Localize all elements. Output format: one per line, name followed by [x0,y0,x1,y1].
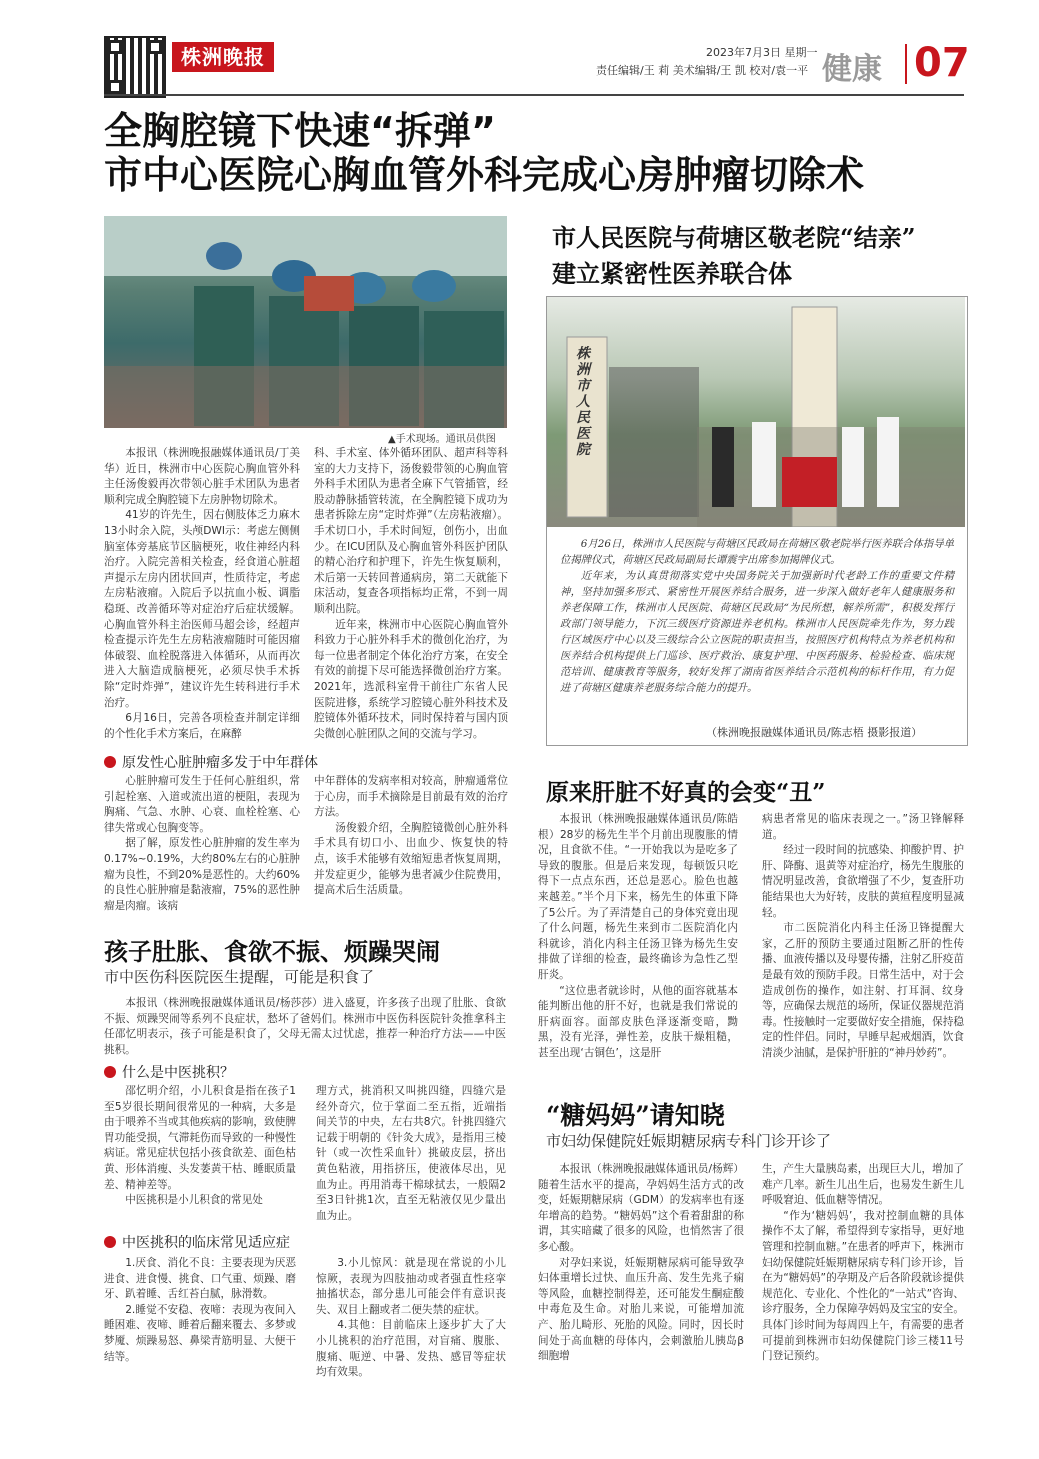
nursing-title-line1: 市人民医院与荷塘区敬老院“结亲” [552,223,916,252]
nursing-title-line2: 建立紧密性医养联合体 [552,259,792,288]
lead-paragraph: 据了解，原发性心脏肿瘤的发生率为0.17%~0.19%，大约80%左右的心脏肿瘤为良性，不到20%是恶性的。大约60%的良性心脏肿瘤是黏液瘤，75%的恶性肿瘤是肉瘤。该病 [104,837,300,912]
nursing-byline: （株洲晚报融媒体通讯员/陈志梧 摄影报道） [706,726,923,739]
lead-paragraph: 心脏肿瘤可发生于任何心脏组织，常引起栓塞、入道或流出道的梗阻，表现为胸痛、气急、水肿、心衰、血栓栓塞、心律失常或心包胸变等。 [104,775,300,834]
lead-sub-column-1 [104,774,300,914]
lead-sub-column-2 [314,774,508,899]
lead-paragraph: 6月16日，完善各项检查并制定详细的个性化手术方案后，在麻醉 [104,712,300,740]
liver-paragraph: 经过一段时间的抗感染、抑酸护胃、护肝、降酶、退黄等对症治疗，杨先生腹胀的情况明显改善，食欲增强了不少，复查肝功能结果也大为好转，皮肤的黄疸程度明显减轻。 [762,844,964,919]
lead-paragraph: 汤俊毅介绍，全胸腔镜微创心脏外科手术具有切口小、出血少、恢复快的特点，该手术能够有效缩短患者恢复周期，并发症更少，能够为患者减少住院费用，提高术后生活质量。 [314,821,508,897]
liver-paragraph: 病患者常见的临床表现之一。”汤卫锋解释道。 [762,813,964,841]
lead-paragraph: 科、手术室、体外循环团队、超声科等科室的大力支持下，汤俊毅带领的心胸血管外科手术团队为患者全麻下气管插管，经股动静脉插管转流，在全胸腔镜下成功为患者拆除左房“定时炸弹”（左房粘液瘤）。手术切口小，手术时间短，创伤小，出血少。在ICU团队及心胸血管外科医护团队的精心治疗和护理下，许先生恢复顺利，术后第一天转回普通病房，第二天就能下床活动，复查各项指标均正常，不到一周顺利出院。 [314,447,508,615]
sugar-subtitle: 市妇幼保健院妊娠期糖尿病专科门诊开诊了 [546,1132,832,1150]
child-paragraph: 1.厌食、消化不良：主要表现为厌恶进食、进食慢、挑食、口气重、烦躁、磨牙、趴着睡、舌红苔白腻，脉滑数。 [104,1257,296,1301]
child-subtitle: 市中医伤科医院医生提醒，可能是积食了 [104,968,375,986]
sugar-paragraph: “作为‘糖妈妈’，我对控制血糖的具体操作不太了解，希望得到专家指导，更好地管理和控制血糖。”在患者的呼声下，株洲市妇幼保健院妊娠期糖尿病专科门诊开诊，旨在为“糖妈妈”的孕期及产后各阶段就诊提供规范化、专业化、个性化的“一站式”咨询、诊疗服务，全力保障孕妈妈及宝宝的安全。具体门诊时间为每周四上午，有需要的患者可提前到株洲市妇幼保健院门诊三楼11号门登记预约。 [762,1209,964,1363]
lead-paragraph: 中年群体的发病率相对较高，肿瘤通常位于心房，而手术摘除是目前最有效的治疗方法。 [314,775,508,819]
sugar-column-1 [538,1162,744,1365]
child-paragraph: 中医挑积是小儿积食的常见处 [125,1194,263,1207]
lead-column-2 [314,446,508,742]
nursing-paragraph: 6月26日，株洲市人民医院与荷塘区民政局在荷塘区敬老院举行医养联合体指导单位揭牌仪式，荷塘区民政局副局长谭震宇出席参加揭牌仪式。 [560,538,954,566]
lead-paragraph: 近年来，株洲市中心医院心胸血管外科致力于心脏外科手术的微创化治疗，为每一位患者制定个体化治疗方案，在安全有效的前提下尽可能选择微创治疗方案。2021年，选派科室骨干前往广东省人民医院进修，系统学习腔镜心脏外科技术及腔镜体外循环技术，同时保持着与国内顶尖微创心脏团队之间的交流与学习。 [314,618,508,740]
header-divider [905,44,907,84]
sugar-title: “糖妈妈”请知晓 [546,1101,725,1130]
child-paragraph: 理方式，挑消积又叫挑四缝，四缝穴是经外奇穴，位于掌面二至五指，近端指间关节的中央，左右共8穴。针挑四缝穴记载于明朝的《针灸大成》，是指用三棱针（或一次性采血针）挑破皮层，挤出黄色粘液，用指挤压，使液体尽出，见血为止。再用消毒干棉球拭去，一般隔2至3日针挑1次，直至无粘液仅见少量出血为止。 [316,1085,506,1222]
newspaper-logo: 株洲晚报 [172,42,274,72]
liver-paragraph: “这位患者就诊时，从他的面容就基本能判断出他的肝不好，也就是我们常说的肝病面容。面部皮肤色泽逐渐变暗，黝黑，没有光泽，弹性差，皮肤干燥粗糙，甚至出现‘古铜色’，这是肝 [538,984,738,1059]
nursing-paragraph: 近年来，为认真贯彻落实党中央国务院关于加强新时代老龄工作的重要文件精神，坚持加强多形式、紧密性开展医养结合服务，进一步深入做好老年人健康服务和养老保障工作，株洲市人民医院、荷塘区民政局“为民所想，解养所需”，积极发挥行政部门领导能力，下沉三级医疗资源进养老机构。株洲市人民医院牵先作为，努力践行区域医疗中心以及三级综合公立医院的职责担当，按照医疗机构特点为养老机构和医养结合机构提供上门巡诊、医疗救治、康复护理、中医药服务、检验检查、临床规范培训、健康教育等服务，较好发挥了湖南省医养结合示范机构的标杆作用，有力促进了荷塘区健康养老服务综合能力的提升。 [560,570,954,694]
child-subheading-text: 什么是中医挑积？ [122,1065,234,1081]
sugar-paragraph: 对孕妇来说，妊娠期糖尿病可能导致孕妇体重增长过快、血压升高、发生先兆子痫等风险，血糖控制得差，还可能发生酮症酸中毒危及生命。对胎儿来说，可能增加流产、胎儿畸形、死胎的风险。同时，因长时间处于高血糖的母体内，会刺激胎儿胰岛β细胞增 [538,1256,744,1363]
child-sub1-column-2 [316,1084,506,1224]
child-subheading-text: 中医挑积的临床常见适应症 [122,1235,290,1251]
child-sub1-column-1 [104,1084,296,1209]
sugar-column-2 [762,1162,964,1365]
child-paragraph: 3.小儿惊风：就是现在常说的小儿惊厥，表现为四肢抽动或者强直性痉挛抽搐状态，部分患儿可能会伴有意识丧失、双目上翻或者二便失禁的症状。 [316,1257,506,1316]
bullet-dot-icon [104,1066,116,1078]
nursing-caption [560,536,954,696]
section-name: 健康 [822,52,882,87]
child-subheading-1 [104,1062,234,1082]
child-paragraph: 本报讯（株洲晚报融媒体通讯员/杨莎莎）进入盛夏，许多孩子出现了肚胀、食欲不振、烦躁哭闹等系列不良症状，愁坏了爸妈们。株洲市中医伤科医院针灸推拿科主任邵忆明表示，孩子可能是积食了，父母无需太过忧虑，推荐一种治疗方法——中医挑积。 [104,997,506,1056]
sugar-paragraph: 本报讯（株洲晚报融媒体通讯员/杨辉）随着生活水平的提高，孕妈妈生活方式的改变，妊娠期糖尿病（GDM）的发病率也有逐年增高的趋势。“糖妈妈”这个看着甜甜的称谓，其实暗藏了很多的风险，也悄然害了很多心酸。 [538,1163,744,1253]
editors-credit: 责任编辑/王 莉 美术编辑/王 凯 校对/袁一平 [596,64,809,77]
lead-subheading-text: 原发性心脏肿瘤多发于中年群体 [122,755,318,771]
liver-column-2 [762,812,964,1062]
bullet-dot-icon [104,1236,116,1248]
child-paragraph: 4.其他：目前临床上逐步扩大了大小儿挑积的治疗范围，对盲痛、腹胀、腹痛、呃逆、中暑、发热、感冒等症状均有效果。 [316,1319,506,1379]
child-title: 孩子肚胀、食欲不振、烦躁哭闹 [104,938,440,966]
plaque-ceremony-illustration [547,297,965,527]
surgery-photo-caption: ▲手术现场。通讯员供图 [388,434,496,445]
lead-paragraph: 本报讯（株洲晚报融媒体通讯员/丁美华）近日，株洲市中心医院心胸血管外科主任汤俊毅再次带领心脏手术团队为患者顺利完成全胸腔镜下左房肿物切除术。 [104,447,300,506]
lead-paragraph: 41岁的许先生，因右侧肢体乏力麻木13小时余入院，头颅DWI示：考虑左侧侧脑室体旁基底节区脑梗死，收住神经内科治疗。入院完善相关检查，经食道心脏超声提示左房内团状回声，性质待定，考虑左房粘液瘤。入院后予以抗血小板、调脂稳斑、改善循环等对症治疗后症状缓解。心胸血管外科主治医师马超会诊，经超声检查提示许先生左房粘液瘤随时可能因瘤体破裂、血栓脱落进入体循环，从而再次进入大脑造成脑梗死，必须尽快手术拆除“定时炸弹”，建议许先生转科进行手术治疗。 [104,509,300,709]
lead-title-line2: 市中心医院心胸血管外科完成心房肿瘤切除术 [104,153,865,197]
header-rule [104,94,964,96]
liver-title: 原来肝脏不好真的会变“丑” [546,779,826,806]
issue-date: 2023年7月3日 星期一 [706,46,818,59]
child-paragraph: 邵忆明介绍，小儿积食是指在孩子1至5岁很长期间很常见的一种病，大多是由于喂养不当或其他疾病的影响，致使脾胃功能受损，气滞耗伤而导致的一种慢性病证。常见症状包括小孩食欲差、面色枯黄、形体消瘦、头发萎黄干枯、睡眠质量差、精神差等。 [104,1085,296,1191]
liver-column-1 [538,812,738,1062]
child-sub2-column-1 [104,1256,296,1365]
child-sub2-column-2 [316,1256,506,1381]
surgery-photo [104,216,507,428]
child-subheading-2 [104,1232,290,1252]
surgery-photo-illustration [104,216,507,428]
liver-paragraph: 本报讯（株洲晚报融媒体通讯员/陈皓根）28岁的杨先生半个月前出现腹胀的情况，且食欲不佳。“一开始我以为是吃多了导致的腹胀。但是后来发现，每顿饭只吃得下一点点东西，还总是恶心。脸色也越来越差。”半个月下来，杨先生的体重下降了5公斤。为了弄清楚自己的身体究竟出现了什么问题，杨先生来到市二医院消化内科就诊，消化内科主任汤卫锋为杨先生安排做了详细的检查，最终确诊为急性乙型肝炎。 [538,813,738,981]
lead-title-line1: 全胸腔镜下快速“拆弹” [104,109,496,153]
child-intro [104,996,506,1058]
liver-paragraph: 市二医院消化内科主任汤卫锋提醒大家，乙肝的预防主要通过阻断乙肝的性传播、血液传播以及母婴传播，注射乙肝疫苗是最有效的预防手段。日常生活中，对于会造成创伤的操作，如注射、打耳洞、纹身等，应确保去规范的场所，保证仪器规范消毒。性接触时一定要做好安全措施，保持稳定的性伴侣。同时，早睡早起戒烟酒，饮食清淡少油腻，是保护肝脏的“神丹妙药”。 [762,922,964,1059]
bullet-dot-icon [104,756,116,768]
lead-column-1 [104,446,300,742]
page-number: 07 [914,40,970,86]
qr-code-icon [104,36,166,98]
plaque-ceremony-photo [547,297,965,527]
lead-subheading [104,752,318,772]
child-paragraph: 2.睡觉不安稳、夜啼：表现为夜间入睡困难、夜啼、睡着后翻来覆去、多梦或梦魇、烦躁易怒、鼻梁青筋明显、大便干结等。 [104,1303,296,1363]
sugar-paragraph: 生，产生大量胰岛素，出现巨大儿，增加了难产几率。新生儿出生后，也易发生新生儿呼吸窘迫、低血糖等情况。 [762,1163,964,1207]
gate-sign-text: 株洲市人民医院 [576,346,590,458]
